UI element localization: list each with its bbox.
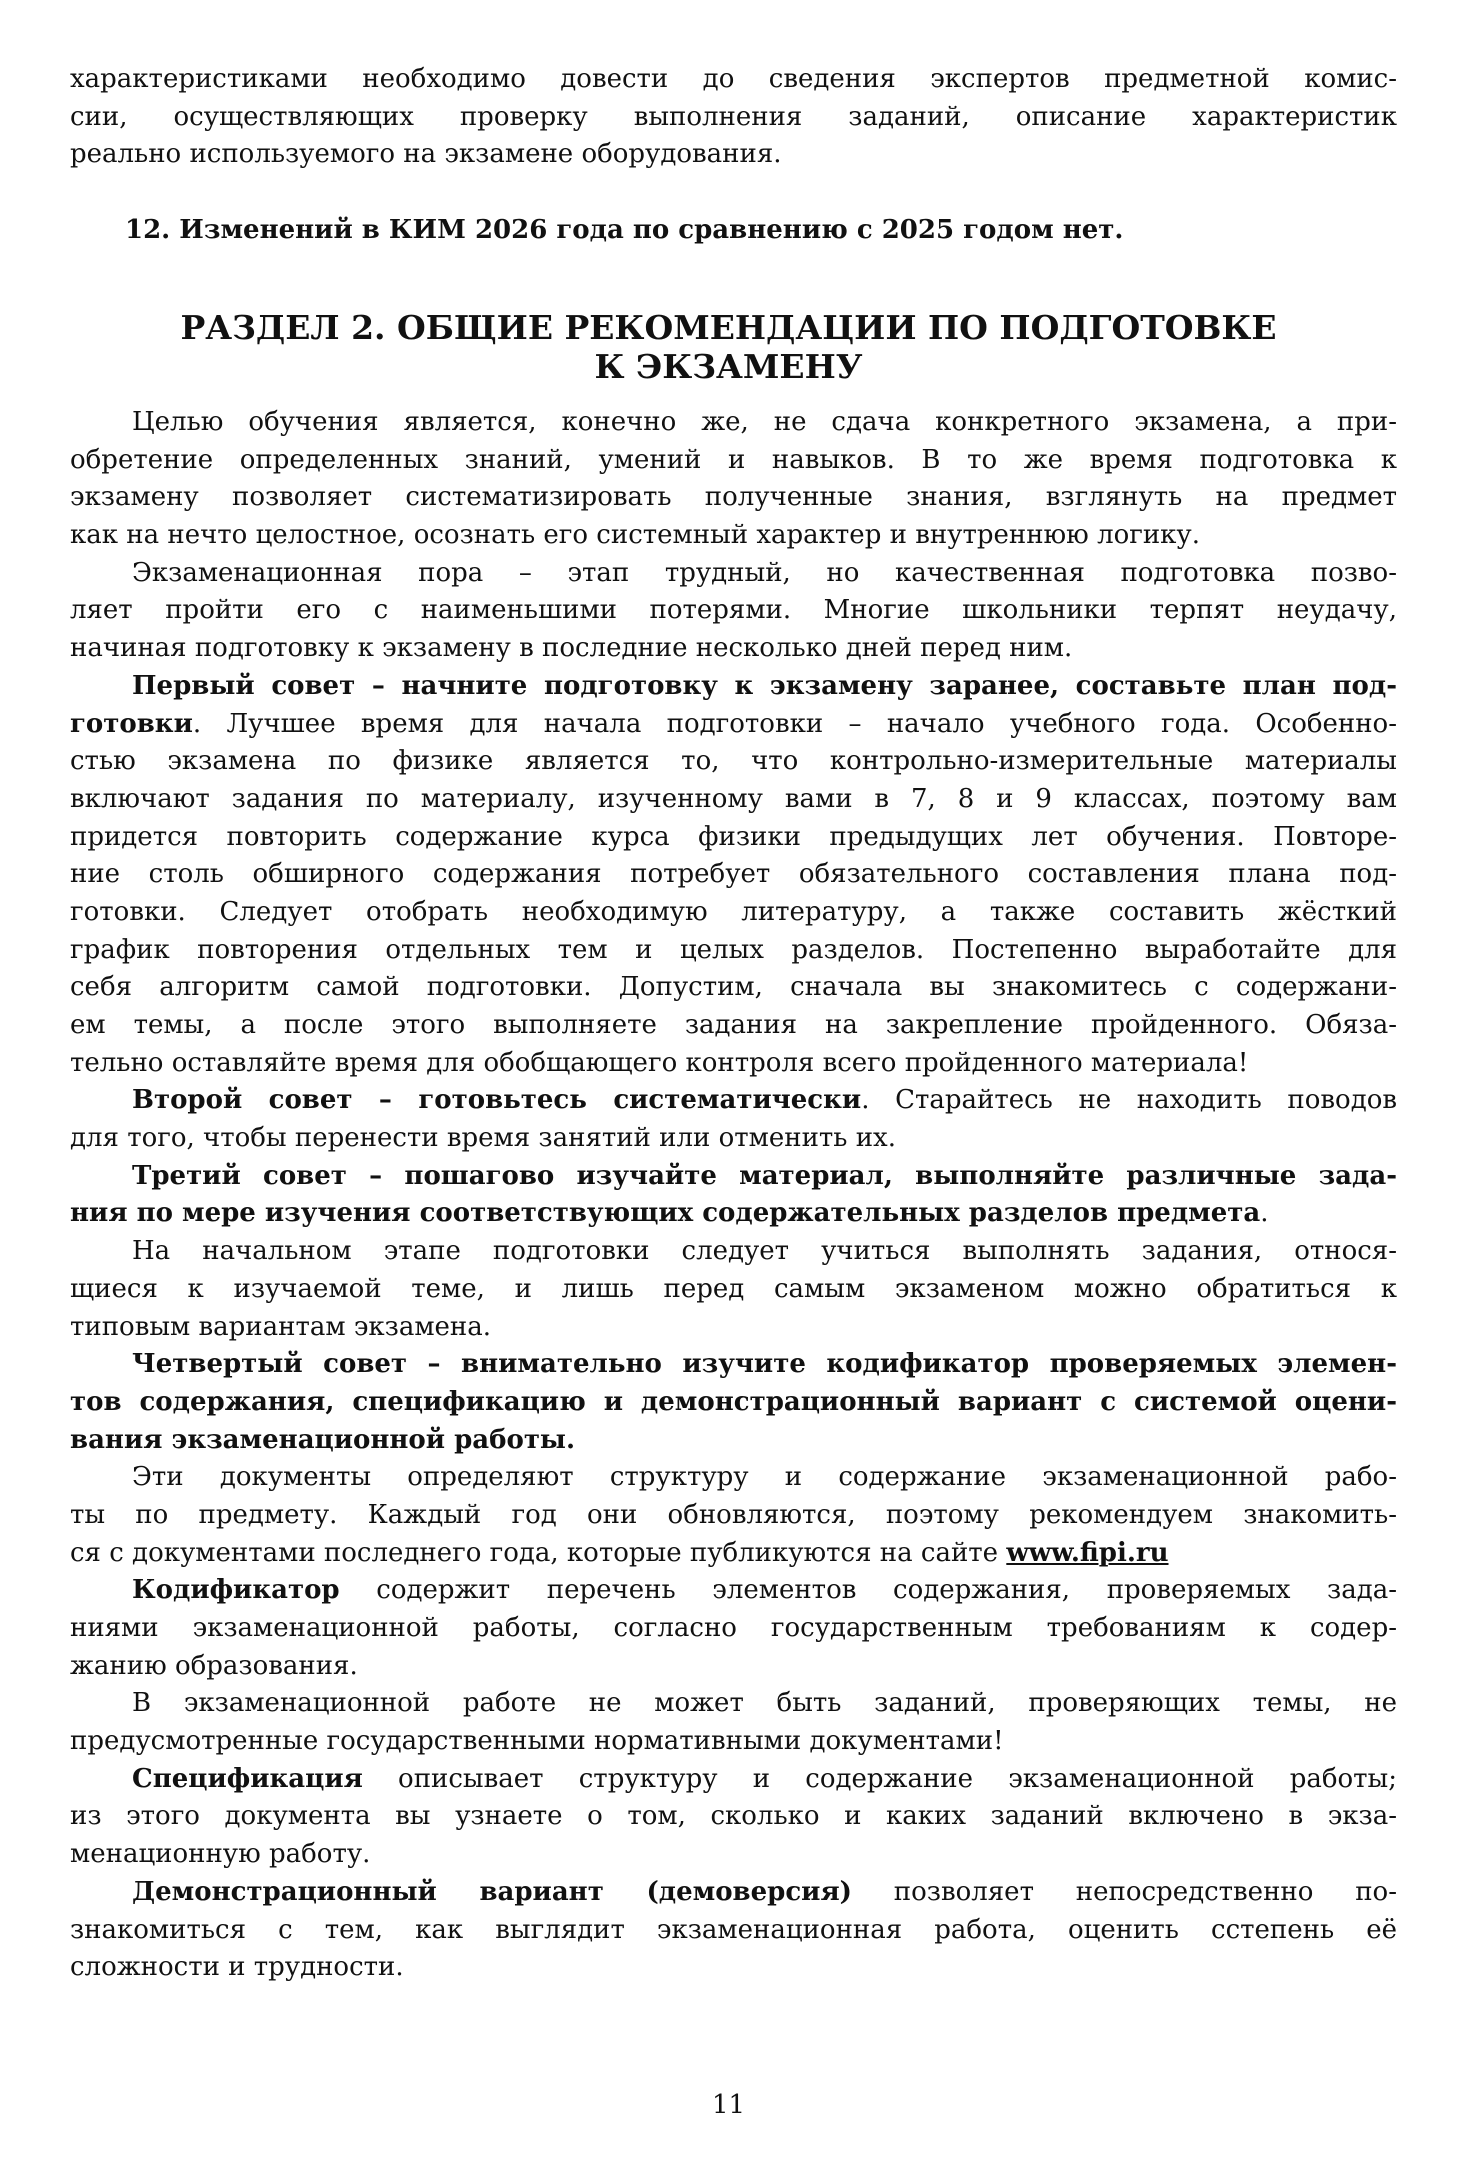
paragraph — [70, 1082, 1397, 1157]
text-line — [70, 819, 1397, 857]
text-line — [70, 969, 1397, 1007]
text-segment: начиная подготовку к экзамену в последние несколько дней перед ним. — [70, 633, 1073, 664]
text-segment: ты по предмету. Каждый год они обновляются, поэтому рекомендуем знакомить- — [70, 1499, 1397, 1530]
text-segment: В экзаменационной работе не может быть заданий, проверяющих темы, не — [132, 1688, 1397, 1719]
bold-text: Третий совет – пошагово изучайте материал, выполняйте различные зада- — [132, 1160, 1397, 1191]
text-segment: Эти документы определяют структуру и содержание экзаменационной рабо- — [132, 1462, 1397, 1493]
text-line — [70, 61, 1397, 99]
text-line — [70, 1497, 1397, 1535]
text-segment: придется повторить содержание курса физики предыдущих лет обучения. Повторе- — [70, 821, 1397, 852]
paragraph — [70, 404, 1397, 555]
text-line — [70, 404, 1397, 442]
text-line — [70, 1798, 1397, 1836]
text-line — [70, 1723, 1397, 1761]
bold-text: Четвертый совет – внимательно изучите кодификатор проверяемых элемен- — [132, 1349, 1397, 1380]
paragraph — [70, 668, 1397, 1083]
paragraph — [70, 1685, 1397, 1760]
text-segment: для того, чтобы перенести время занятий или отменить их. — [70, 1123, 896, 1154]
text-segment: предусмотренные государственными нормативными документами! — [70, 1726, 1004, 1757]
text-line — [70, 668, 1397, 706]
paragraph — [70, 1761, 1397, 1874]
text-line — [70, 856, 1397, 894]
paragraph — [70, 1874, 1397, 1987]
bold-text: Второй совет – готовьтесь систематически — [132, 1085, 862, 1116]
text-segment: обретение определенных знаний, умений и навыков. В то же время подготовка к — [70, 444, 1397, 475]
text-segment: . Старайтесь не находить поводов — [861, 1085, 1397, 1116]
section-body — [70, 404, 1397, 1987]
section-heading-line-1: РАЗДЕЛ 2. ОБЩИЕ РЕКОМЕНДАЦИИ ПО ПОДГОТОВКЕ — [180, 308, 1277, 347]
text-segment: экзамену позволяет систематизировать полученные знания, взглянуть на предмет — [70, 482, 1397, 513]
text-segment: знакомиться с тем, как выглядит экзаменационная работа, оценить сстепень её — [70, 1914, 1397, 1945]
text-line — [70, 1949, 1397, 1987]
text-line — [70, 555, 1397, 593]
text-segment: позволяет непосредственно по- — [851, 1876, 1397, 1907]
text-segment: характеристиками необходимо довести до сведения экспертов предметной комис- — [70, 64, 1397, 94]
paragraph — [70, 1459, 1397, 1572]
text-line — [70, 1422, 1397, 1460]
text-segment: ся с документами последнего года, которые публикуются на сайте — [70, 1537, 1007, 1568]
text-segment: тельно оставляйте время для обобщающего контроля всего пройденного материала! — [70, 1047, 1249, 1078]
text-line — [70, 630, 1397, 668]
text-segment: жанию образования. — [70, 1650, 358, 1681]
item-12-statement: 12. Изменений в КИМ 2026 года по сравнению с 2025 годом нет. — [125, 215, 1124, 245]
text-line — [70, 1120, 1397, 1158]
text-segment: Экзаменационная пора – этап трудный, но качественная подготовка позво- — [132, 557, 1397, 588]
text-line — [70, 1912, 1397, 1950]
text-line — [70, 1836, 1397, 1874]
text-line — [70, 1346, 1397, 1384]
fipi-link[interactable]: www.fipi.ru — [1006, 1537, 1169, 1568]
bold-text: ния по мере изучения соответствующих содержательных разделов предмета — [70, 1198, 1261, 1229]
text-line — [70, 136, 1397, 174]
bold-text: Спецификация — [132, 1763, 363, 1794]
text-line — [70, 1648, 1397, 1686]
text-line — [70, 517, 1397, 555]
text-segment: . Лучшее время для начала подготовки – начало учебного года. Особенно- — [192, 708, 1397, 739]
text-segment: себя алгоритм самой подготовки. Допустим, сначала вы знакомитесь с содержани- — [70, 972, 1397, 1003]
text-line — [70, 1233, 1397, 1271]
text-line — [70, 706, 1397, 744]
text-segment: описывает структуру и содержание экзаменационной работы; — [362, 1763, 1397, 1794]
text-segment: На начальном этапе подготовки следует учиться выполнять задания, относя- — [132, 1236, 1397, 1267]
bold-text: Кодификатор — [132, 1575, 340, 1606]
section-heading-line-2: К ЭКЗАМЕНУ — [594, 347, 863, 386]
text-line — [70, 894, 1397, 932]
text-segment: сложности и трудности. — [70, 1952, 404, 1983]
paragraph — [70, 555, 1397, 668]
text-segment: ем темы, а после этого выполняете задания на закрепление пройденного. Обяза- — [70, 1010, 1397, 1040]
text-line — [70, 1761, 1397, 1799]
text-segment: содержит перечень элементов содержания, проверяемых зада- — [339, 1575, 1397, 1606]
text-segment: график повторения отдельных тем и целых разделов. Постепенно выработайте для — [70, 934, 1397, 965]
bold-text: готовки — [70, 708, 193, 739]
text-segment: как на нечто целостное, осознать его системный характер и внутреннюю логику. — [70, 520, 1200, 551]
page-number: 11 — [711, 2090, 746, 2120]
text-line — [70, 1535, 1397, 1573]
text-segment: стью экзамена по физике является то, что контрольно-измерительные материалы — [70, 746, 1397, 777]
text-line — [70, 1045, 1397, 1083]
text-line — [70, 1082, 1397, 1120]
text-line — [70, 1874, 1397, 1912]
text-line — [70, 1459, 1397, 1497]
text-segment: из этого документа вы узнаете о том, сколько и каких заданий включено в экза- — [70, 1801, 1397, 1832]
bold-text: Демонстрационный вариант (демоверсия) — [132, 1876, 852, 1907]
text-segment: типовым вариантам экзамена. — [70, 1311, 492, 1342]
bold-text: вания экзаменационной работы. — [70, 1424, 576, 1455]
text-segment: ниями экзаменационной работы, согласно государственным требованиям к содер- — [70, 1613, 1397, 1643]
text-line — [70, 592, 1397, 630]
text-line — [70, 781, 1397, 819]
text-line — [70, 1384, 1397, 1422]
text-segment: ние столь обширного содержания потребует обязательного составления плана под- — [70, 859, 1397, 890]
text-line — [70, 479, 1397, 517]
text-segment: включают задания по материалу, изученному вами в 7, 8 и 9 классах, поэтому вам — [70, 783, 1397, 814]
text-segment: сии, осуществляющих проверку выполнения заданий, описание характеристик — [70, 101, 1397, 132]
text-line — [70, 99, 1397, 137]
text-line — [70, 1271, 1397, 1309]
text-line — [70, 442, 1397, 480]
text-line — [70, 1195, 1397, 1233]
text-segment: готовки. Следует отобрать необходимую литературу, а также составить жёсткий — [70, 896, 1397, 927]
text-line — [70, 932, 1397, 970]
text-segment: щиеся к изучаемой теме, и лишь перед самым экзаменом можно обратиться к — [70, 1273, 1397, 1304]
bold-text: тов содержания, спецификацию и демонстрационный вариант с системой оцени- — [70, 1386, 1397, 1417]
paragraph — [70, 1233, 1397, 1346]
section-heading — [0, 308, 1457, 386]
text-line — [70, 1309, 1397, 1347]
text-segment: реально используемого на экзамене оборудования. — [70, 139, 782, 170]
text-line — [70, 1610, 1397, 1648]
paragraph — [70, 61, 1397, 174]
paragraph — [70, 1158, 1397, 1233]
text-line — [70, 743, 1397, 781]
text-segment: менационную работу. — [70, 1839, 371, 1870]
text-segment: . — [1260, 1198, 1269, 1229]
text-line — [70, 1007, 1397, 1045]
text-segment: Целью обучения является, конечно же, не сдача конкретного экзамена, а при- — [132, 407, 1397, 437]
paragraph — [70, 1346, 1397, 1459]
text-segment: ляет пройти его с наименьшими потерями. Многие школьники терпят неудачу, — [70, 595, 1397, 626]
intro-paragraph — [70, 61, 1397, 174]
bold-text: Первый совет – начните подготовку к экзамену заранее, составьте план под- — [132, 670, 1397, 701]
text-line — [70, 1572, 1397, 1610]
text-line — [70, 1685, 1397, 1723]
paragraph — [70, 1572, 1397, 1685]
text-line — [70, 1158, 1397, 1196]
